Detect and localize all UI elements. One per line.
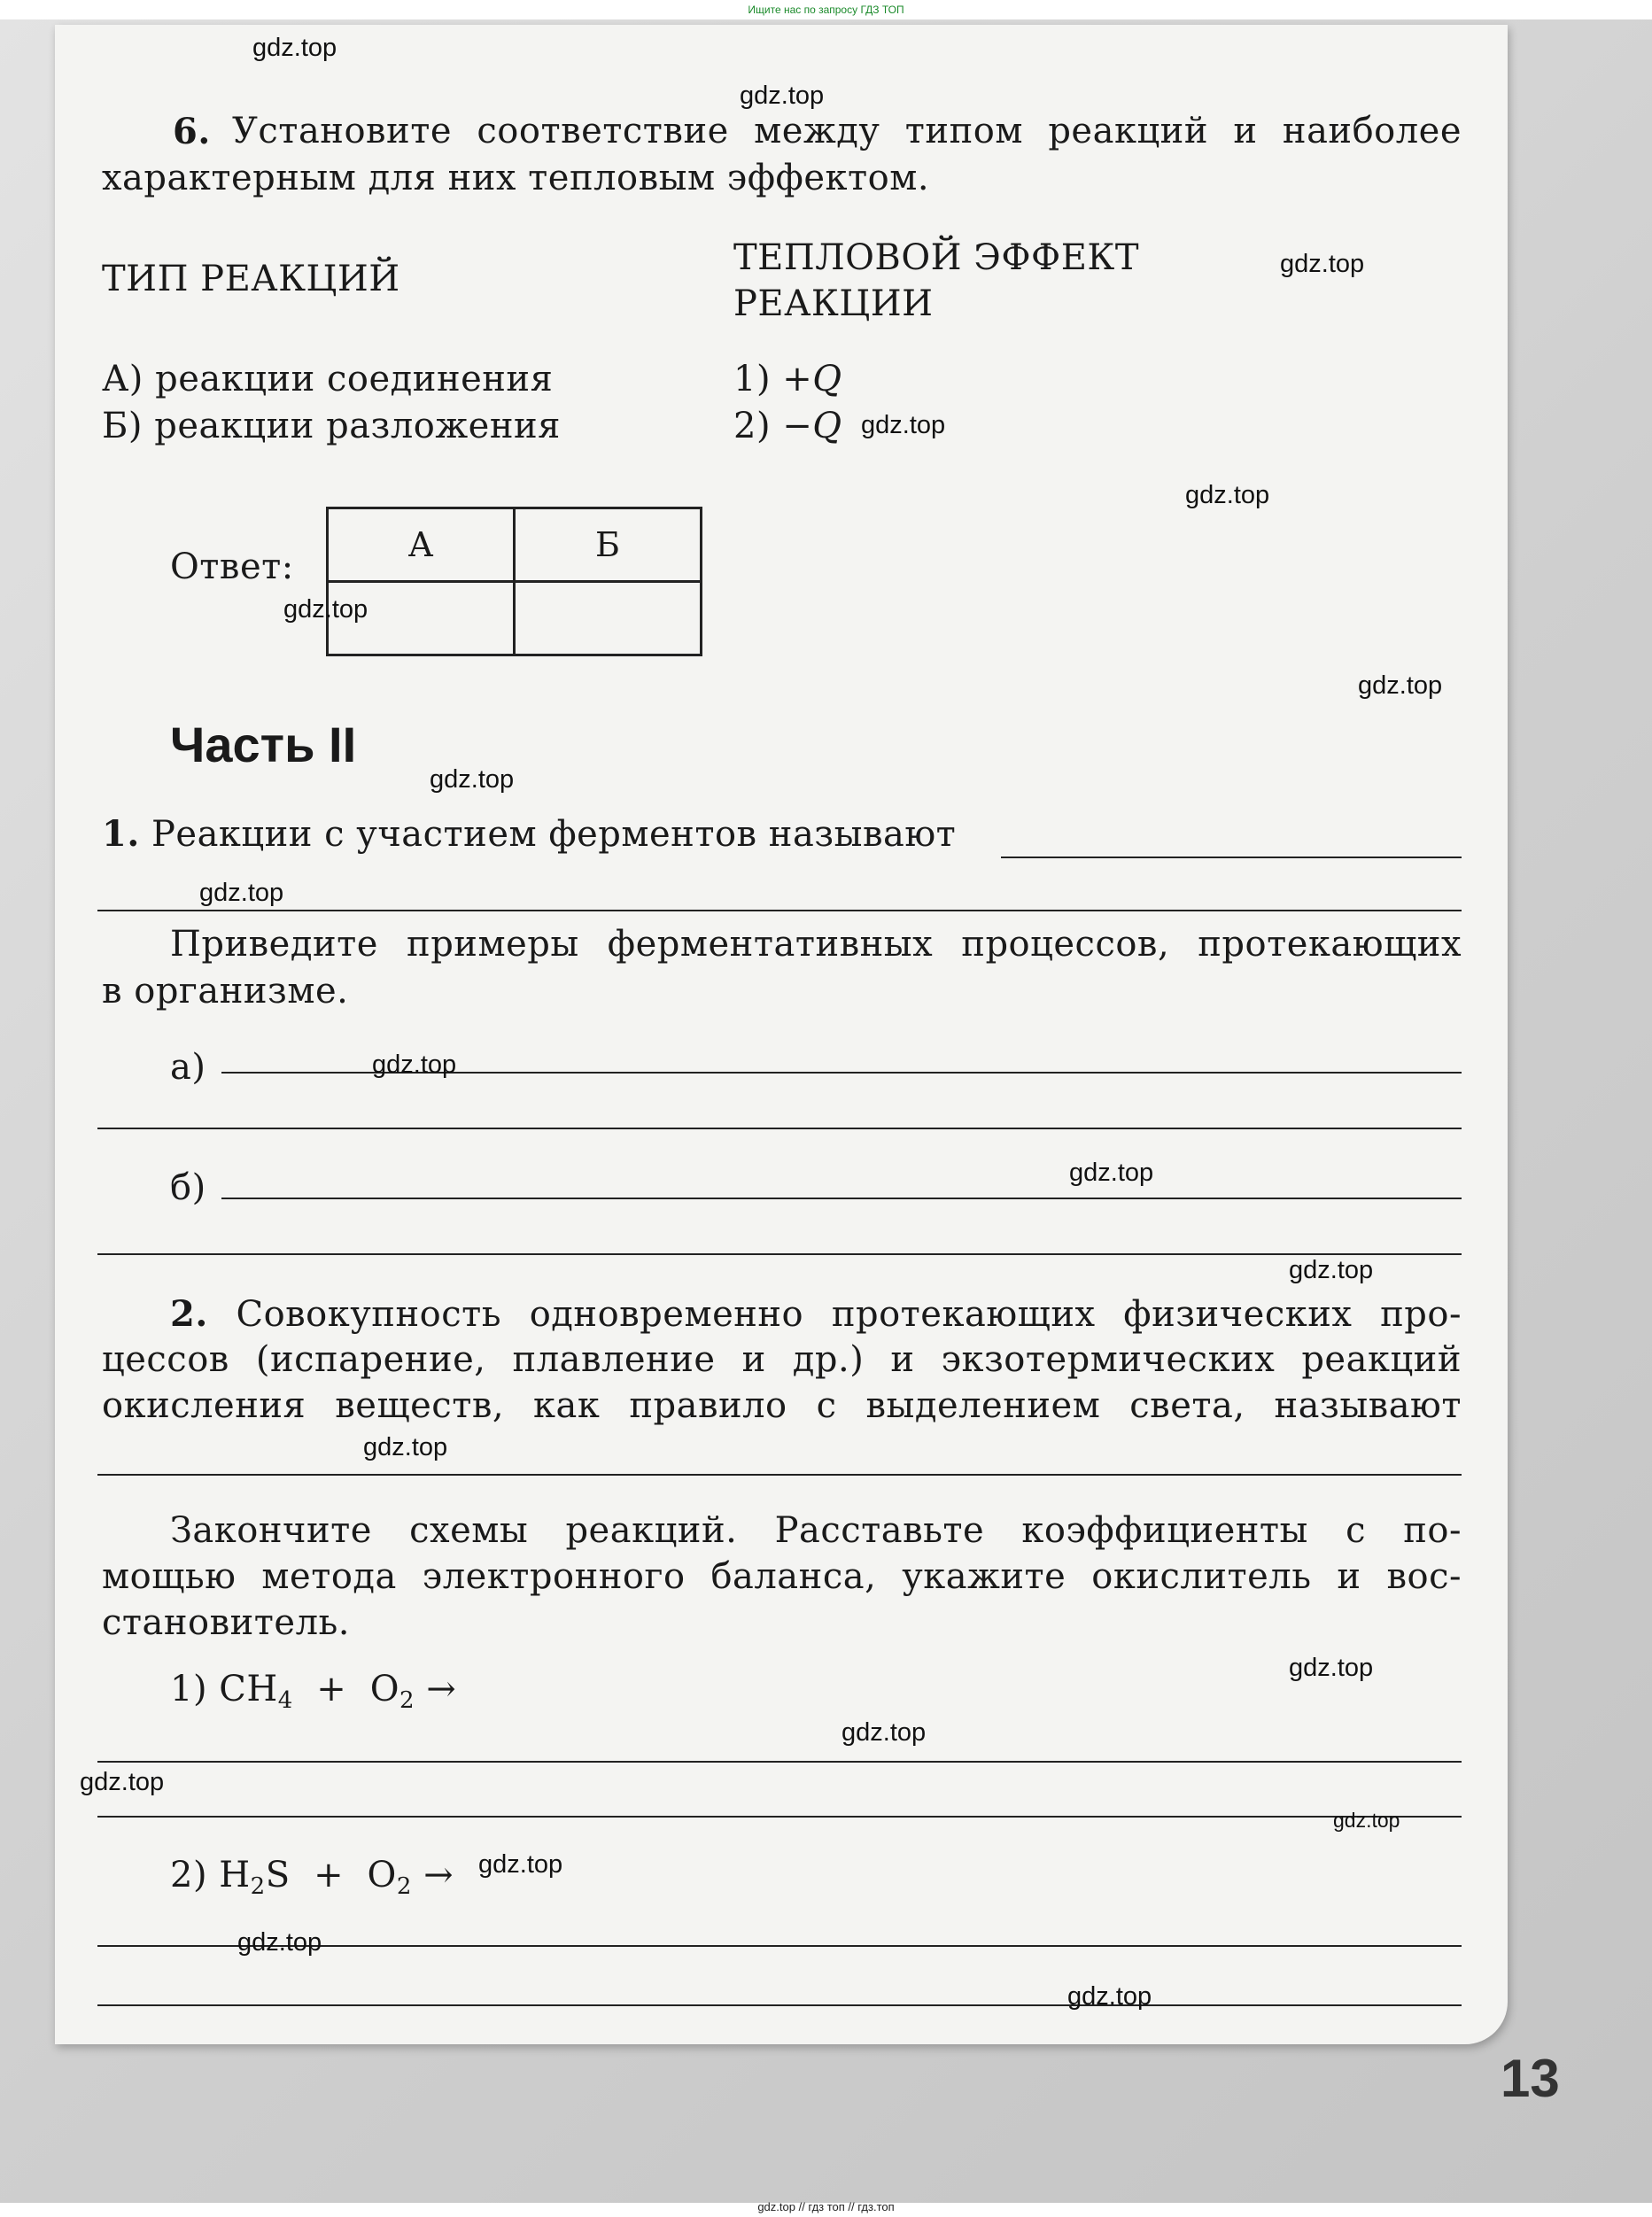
task6-line1: Установите соответствие между типом реакций и наиболее <box>232 111 1462 151</box>
watermark: gdz.top <box>1067 1982 1152 2011</box>
q2-prompt-line3: становитель. <box>102 1602 351 1643</box>
page-number: 13 <box>1501 2049 1560 2108</box>
watermark: gdz.top <box>861 411 946 439</box>
equation-2: 2) $H_2S + O_2$ → <box>170 1855 454 1900</box>
q1-text: 1. Реакции с участием ферментов называют <box>102 813 957 855</box>
q1-prompt-line1: Приведите примеры ферментативных процессов, протекающих <box>170 924 1462 965</box>
watermark: gdz.top <box>1289 1654 1374 1682</box>
answer-header-a: А <box>328 508 515 582</box>
q1-b-line-2[interactable] <box>97 1253 1462 1255</box>
q1-answer-line-2[interactable] <box>97 910 1462 911</box>
eq1-line-2[interactable] <box>97 1816 1462 1818</box>
watermark: gdz.top <box>372 1050 457 1079</box>
q2-line1: 2. Совокупность одновременно протекающих физических про- <box>170 1293 1462 1335</box>
watermark: gdz.top <box>363 1433 448 1461</box>
answer-label: Ответ: <box>170 546 294 587</box>
watermark: gdz.top <box>1069 1159 1154 1187</box>
workbook-sheet <box>55 25 1508 2044</box>
left-item-a: А) реакции соединения <box>102 359 554 399</box>
watermark: gdz.top <box>1185 481 1270 509</box>
watermark: gdz.top <box>283 595 368 624</box>
watermark: gdz.top <box>1358 671 1443 700</box>
q1-item-a: а) <box>170 1047 206 1088</box>
eq2-line-2[interactable] <box>97 2004 1462 2006</box>
watermark: gdz.top <box>740 81 825 110</box>
col-left-header: ТИП РЕАКЦИЙ <box>102 259 400 299</box>
q2-answer-line[interactable] <box>97 1474 1462 1476</box>
footer-link[interactable]: gdz.top // гдз топ // гдз.топ <box>757 2200 895 2213</box>
watermark: gdz.top <box>199 879 284 907</box>
q1-a-line-2[interactable] <box>97 1128 1462 1129</box>
col-right-header-1: ТЕПЛОВОЙ ЭФФЕКТ <box>733 237 1140 278</box>
watermark: gdz.top <box>252 34 337 62</box>
right-item-1: 1) +Q <box>733 359 842 399</box>
q2-prompt-line1: Закончите схемы реакций. Расставьте коэффициенты с по- <box>170 1510 1462 1551</box>
q1-item-b: б) <box>170 1167 206 1208</box>
watermark: gdz.top <box>80 1768 165 1796</box>
watermark: gdz.top <box>1333 1809 1400 1832</box>
q1-answer-line-1[interactable] <box>1001 857 1462 858</box>
answer-table <box>326 507 702 656</box>
answer-header-b: Б <box>515 508 702 582</box>
q2-line3: окисления веществ, как правило с выделением света, называют <box>102 1385 1462 1426</box>
watermark: gdz.top <box>430 765 515 794</box>
answer-cell-b[interactable] <box>515 582 702 655</box>
right-item-2: 2) −Q <box>733 406 842 446</box>
task6-line2: характерным для них тепловым эффектом. <box>102 158 930 198</box>
eq1-line-1[interactable] <box>97 1761 1462 1763</box>
task6-number: 6. <box>173 111 211 152</box>
q1-prompt-line2: в организме. <box>102 971 349 1012</box>
watermark: gdz.top <box>478 1850 563 1879</box>
q2-line2: цессов (испарение, плавление и др.) и экзотермических реакций <box>102 1339 1462 1380</box>
col-right-header-2: РЕАКЦИИ <box>733 283 934 324</box>
watermark: gdz.top <box>1280 250 1365 278</box>
q1-b-line-1[interactable] <box>221 1198 1462 1199</box>
equation-1: 1) $CH_4 + O_2$ → <box>170 1669 457 1714</box>
left-item-b: Б) реакции разложения <box>102 406 561 446</box>
watermark: gdz.top <box>1289 1256 1374 1284</box>
watermark: gdz.top <box>237 1928 322 1957</box>
q2-prompt-line2: мощью метода электронного баланса, укажите окислитель и вос- <box>102 1556 1462 1597</box>
part-title: Часть II <box>170 717 357 772</box>
watermark: gdz.top <box>842 1718 927 1747</box>
header-link[interactable]: Ищите нас по запросу ГДЗ ТОП <box>748 4 904 16</box>
